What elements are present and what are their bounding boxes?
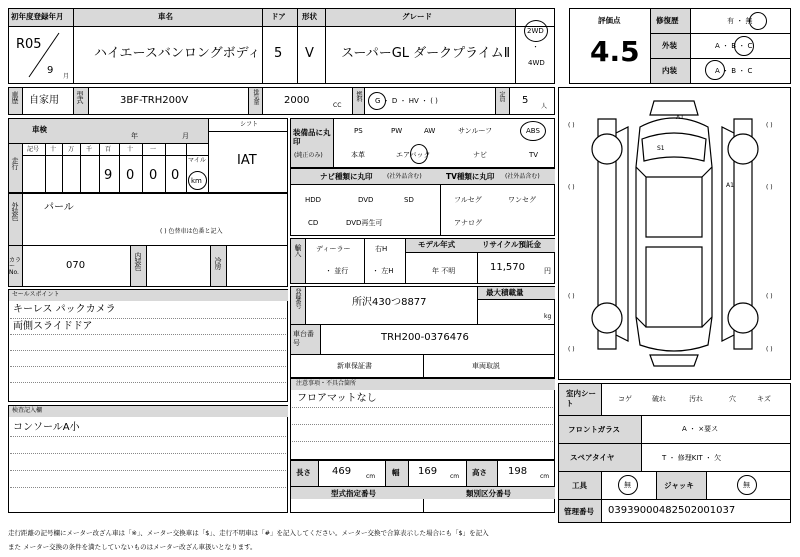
mileage-digit-2: 0 [149,168,158,183]
digit-label-6: 一 [150,146,157,153]
exterior-label: 外装 [662,41,677,50]
color-no-label: カラーNo. [9,257,22,276]
equip-pw: PW [391,127,403,135]
chassis-value: TRH200-0376476 [381,332,469,343]
sales-point-line-0: キーレス パックカメラ [13,304,116,315]
nav-cd: CD [308,219,319,227]
nav-dvd: DVD [358,196,374,204]
diagram-bracket-5: ( ) [766,293,773,300]
inspector-label: 検査記入欄 [12,407,43,414]
import-label: 輸入 [294,244,302,256]
notes-line-0: フロアマットなし [297,393,377,404]
notes-label: 注意事項・不具合箇所 [296,380,357,387]
import-right-h: 右H [375,245,388,253]
ac-label: 冷房 [214,257,222,269]
jack-label: ジャッキ [664,481,694,490]
drive-dot: ・ [532,43,539,51]
interior-a-circle [705,60,725,80]
color-note: ( ) 色替車は色番と記入 [160,228,223,235]
model-year: 年 不明 [432,267,456,275]
displacement: 2000 [284,95,310,106]
equip-aw: AW [424,127,436,135]
equip-tv: TV [529,151,539,159]
first-reg-month: 9 [47,65,54,76]
footer-line-1: 走行距離の記号欄にメーター改ざん車は「※」、メーター交換車は「$」、走行不明車は「#」を記入してください。メーター交換で合算表示した場合にも「$」を記入 [8,529,489,537]
grade-label: グレード [402,12,432,21]
width-label: 幅 [392,468,400,477]
interior-label: 内装 [662,66,677,75]
seat-option-2: 汚れ [689,395,703,403]
sales-point-line-1: 両側スライドドア [13,321,93,332]
type-no-label: 型式指定番号 [331,489,376,498]
length-label: 長さ [296,468,311,477]
capacity-label: 定員 [498,91,505,101]
car-name-label: 車名 [158,12,173,21]
nav-sd: SD [404,196,414,204]
cc-unit: CC [333,102,342,109]
mile-label: マイル [188,157,206,164]
exterior-options: A ・ B ・ C [715,42,753,50]
registration-value: 所沢430つ8877 [352,297,427,308]
diagram-bracket-0: ( ) [568,122,575,129]
digit-label-1: 十 [50,146,57,153]
drive-4wd: 4WD [528,59,545,67]
interior-options: A ・ B ・ C [715,67,753,75]
inspection-year: 年 [131,132,138,140]
length: 469 [332,466,352,477]
exterior-b-circle [734,36,754,56]
displacement-label: 排気量 [252,89,259,104]
seat-label: 室内シート [566,389,596,408]
capacity: 5 [522,95,529,106]
seat-option-3: 穴 [729,395,736,403]
diagram-mark-s1: S1 [657,145,665,152]
glass-label: フロントガラス [568,425,621,434]
diagram-mark-a1-top: A1 [676,114,684,121]
fuel-g-circle [368,92,386,110]
seat-option-1: 破れ [652,395,666,403]
width: 169 [418,466,438,477]
diagram-bracket-3: ( ) [766,184,773,191]
color-value: パール [44,202,74,213]
tv-fullseg: フルセグ [454,196,482,204]
recycle-label: リサイクル預託金 [482,240,541,249]
digit-label-2: 万 [68,146,75,153]
model-year-label: モデル年式 [418,240,456,249]
usage-label: 車歴 [11,91,19,103]
doors: 5 [274,46,283,61]
seat-option-0: コゲ [618,395,632,403]
first-reg-label: 初年度登録年月 [11,12,64,21]
height-unit: cm [540,473,550,480]
mgmt-no: 03939000482502001037 [608,505,736,516]
diagram-bracket-1: ( ) [766,122,773,129]
seat-option-4: キズ [757,395,771,403]
usage: 自家用 [29,95,59,106]
mileage-label: 走行 [11,157,19,169]
tools-label: 工具 [572,481,587,490]
grade: スーパーGL ダークプライムⅡ [341,46,511,61]
recycle-yen: 円 [544,267,551,275]
tools-none-circle [618,475,638,495]
fuel-options: G ・ D ・ HV ・ ( ) [375,97,438,105]
diagram-bracket-6: ( ) [568,346,575,353]
inspection-month: 月 [182,132,189,140]
footer-line-2: また メーター交換の条件を満たしていないものはメーター改ざん車扱いとなります。 [8,543,257,551]
equip-airbag: エアバック [396,151,431,159]
color-label: 外装色 [11,202,19,220]
shift: IAT [237,153,257,168]
car-diagram [558,87,791,380]
score-value: 4.5 [590,35,640,68]
class-no-label: 類別区分番号 [466,489,511,498]
first-reg-month-unit: 月 [63,73,70,80]
digit-label-5: 十 [127,146,134,153]
repair-none-circle [749,12,767,30]
tv-sub: (社外品含む) [505,173,540,180]
glass-options: A ・ ×要ス [682,425,719,433]
mileage-digit-1: 0 [126,168,135,183]
tools-value: 無 [624,481,631,489]
chassis-label: 車台番号 [293,330,314,348]
digit-label-0: 記号 [27,146,40,153]
max-load-unit: kg [544,313,552,320]
width-unit: cm [450,473,460,480]
first-reg-era: R05 [16,37,42,52]
sales-points-label: セールスポイント [12,291,60,298]
equip-navi: ナビ [473,151,487,159]
registration-label: 登録番号 [294,288,301,308]
spare-label: スペアタイヤ [570,453,615,462]
jack-value: 無 [743,481,750,489]
diagram-bracket-7: ( ) [766,346,773,353]
mgmt-label: 管理番号 [564,507,594,516]
airbag-circle [410,144,428,164]
diagram-mark-a1-side: A1 [726,182,734,189]
height-label: 高さ [472,468,487,477]
fuel-label: 燃料 [355,91,362,101]
inspection-label: 車検 [32,125,47,134]
tv-oneseg: ワンセグ [508,196,536,204]
notes-block [290,378,555,460]
warranty: 新車保証書 [337,362,372,370]
model-label: 型式 [76,91,84,103]
nav-hdd: HDD [305,196,322,204]
color-no: 070 [66,260,86,271]
length-unit: cm [366,473,376,480]
manual: 車両取説 [472,362,500,370]
digit-label-4: 百 [105,146,112,153]
equip-abs: ABS [526,127,540,135]
spare-options: T ・ 修理KIT ・ 欠 [662,454,722,462]
recycle-value: 11,570 [490,262,525,273]
import-left-h: ・ 左H [372,267,394,275]
equipment-label: 装備品に丸印 [293,128,331,146]
diagram-bracket-4: ( ) [568,293,575,300]
jack-none-circle [737,475,757,495]
inspector-line-0: コンソールA小 [13,422,80,433]
nav-sub: (社外品含む) [387,173,422,180]
digit-label-3: 千 [86,146,93,153]
equipment-sub: (純正のみ) [294,152,323,159]
door-label: ドア [271,12,286,21]
tv-analog: アナログ [454,219,482,227]
height: 198 [508,466,528,477]
capacity-unit: 人 [541,103,548,110]
car-name: ハイエースバンロングボディ [94,46,261,61]
shift-label: シフト [240,121,259,128]
body-label: 形状 [302,12,317,21]
diagram-bracket-2: ( ) [568,184,575,191]
equip-leather: 本革 [351,151,365,159]
nav-dvd-play: DVD再生可 [346,219,383,227]
max-load-label: 最大積載量 [486,288,524,297]
interior-color-label: 内装色 [134,252,142,270]
tv-label: TV種類に丸印 [446,172,495,181]
equip-sunroof: サンルーフ [458,127,493,135]
repair-label: 修復歴 [656,16,679,25]
km-unit: km [191,177,202,185]
equip-ps: PS [354,127,363,135]
import-dealer: ディーラー [316,245,351,253]
body-type: V [305,46,314,61]
mileage-digit-0: 9 [104,168,113,183]
drive-2wd: 2WD [527,27,544,35]
repair-options: 有 ・ 無 [727,17,753,25]
abs-circle [520,121,546,141]
model-row [8,87,555,115]
model-code: 3BF-TRH200V [120,95,189,106]
nav-label: ナビ種類に丸印 [320,172,373,181]
score-label: 評価点 [598,16,621,25]
mileage-digit-3: 0 [171,168,180,183]
import-parallel: ・ 並行 [325,267,349,275]
